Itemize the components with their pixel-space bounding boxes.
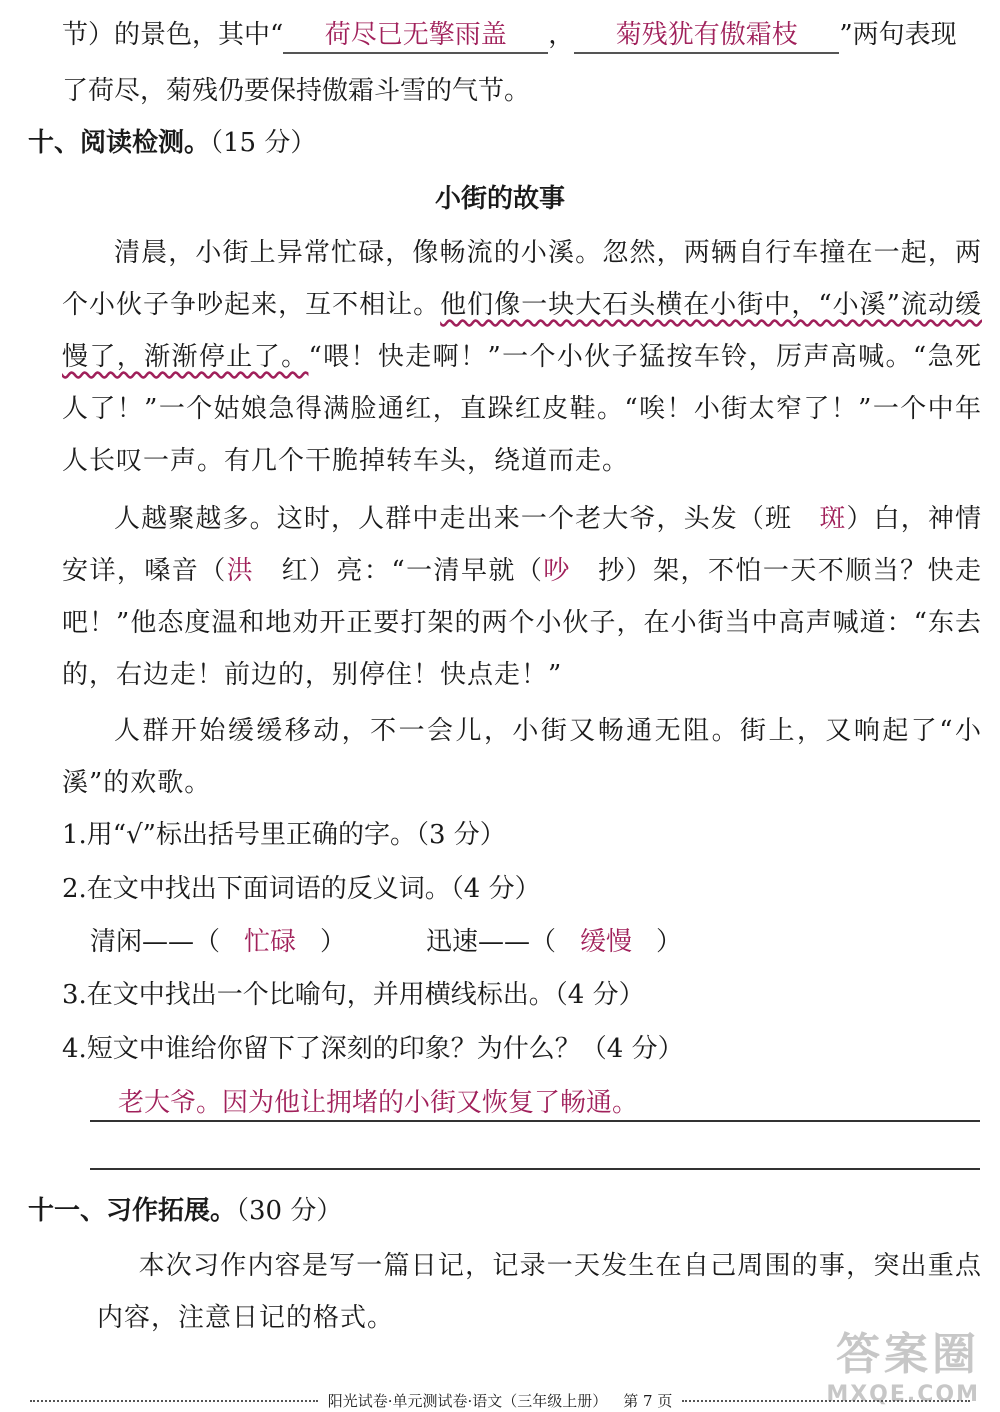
answer-line-2 [90,1168,980,1170]
ticked-char-ban: 斑 [819,504,847,534]
antonym-close-1: ） [320,927,347,957]
paragraph-1-part-a: 清晨，小街上异常忙碌，像畅流的小溪。忽然，两辆自行车撞在一起，两个小伙子争吵起来，互不相让。 [62,238,982,320]
prev-line1-end: ”两句表现 [839,20,957,50]
section10-score: （15 分） [210,128,317,158]
poem-answer-b: 菊残犹有傲霜枝 [574,18,839,54]
antonym-prompt-2: 迅速——（ [426,927,557,957]
passage-title: 小街的故事 [434,184,565,214]
question-1: 1.用“√”标出括号里正确的字。（3 分） [62,820,506,850]
footer-dots-right [682,1400,970,1402]
paragraph-2-part-b: ）白，神情安详，嗓音（ [62,504,982,586]
paragraph-2-part-c: 红）亮：“一清早就（ [254,556,544,586]
question-3: 3.在文中找出一个比喻句，并用横线标出。（4 分） [62,980,645,1010]
poem-comma: ， [548,20,575,50]
page-footer [0,1390,1000,1411]
antonym-answer-2: 缓慢 [580,927,633,957]
question-2-answers [90,925,1000,959]
prev-section-line1 [62,18,1000,54]
ticked-char-chao: 吵 [543,556,571,586]
section11-title: 十一、习作拓展。 [28,1196,237,1226]
question-4-answer: 老大爷。因为他让拥堵的小街又恢复了畅通。 [118,1088,639,1118]
antonym-close-2: ） [656,927,683,957]
question-2: 2.在文中找出下面词语的反义词。（4 分） [62,874,541,904]
footer-text: 阳光试卷·单元测试卷·语文（三年级上册） [327,1392,608,1410]
section11-heading [28,1194,1000,1228]
prev-section-line2: 了荷尽，菊残仍要保持傲霜斗雪的气节。 [62,76,531,106]
footer-page-number: 第 7 页 [623,1392,673,1410]
paragraph-1-part-b: “喂！快走啊！”一个小伙子猛按车铃，厉声高喊。“急死人了！”一个姑娘急得满脸通红，直跺红皮鞋。“唉！小街太窄了！”一个中年人长叹一声。有几个干脆掉转车头，绕道而走。 [62,342,982,476]
footer-dots-left [30,1400,318,1402]
antonym-prompt-1: 清闲——（ [90,927,221,957]
paragraph-2-part-d: 抄）架，不怕一天不顺当？快走吧！”他态度温和地劝开正要打架的两个小伙子，在小街当中高声喊道：“东去的，右边走！前边的，别停住！快点走！” [62,556,982,690]
passage-paragraph-2 [62,493,982,701]
answer-line-1 [90,1120,980,1122]
antonym-answer-1: 忙碌 [244,927,297,957]
question-4: 4.短文中谁给你留下了深刻的印象？为什么？（4 分） [62,1034,684,1064]
watermark-url: MXQE.COM [826,1382,980,1407]
watermark-logo-text: 答案圈 [836,1329,980,1380]
passage-paragraph-1 [62,227,982,487]
section10-title: 十、阅读检测。 [28,128,211,158]
prev-line1-start: 节）的景色，其中“ [62,20,284,50]
ticked-char-hong: 洪 [226,556,255,586]
simile-sentence: 他们像一块大石头横在小街中，“小溪”流动缓慢了，渐渐停止了。 [62,290,982,372]
section11-body: 本次习作内容是写一篇日记，记录一天发生在自己周围的事，突出重点内容，注意日记的格式。 [97,1251,982,1333]
section11-score: （30 分） [236,1196,343,1226]
section10-heading [28,126,1000,160]
passage-paragraph-3: 人群开始缓缓移动，不一会儿，小街又畅通无阻。街上，又响起了“小溪”的欢歌。 [62,716,982,798]
poem-answer-a: 荷尽已无擎雨盖 [283,18,548,54]
paragraph-2-part-a: 人越聚越多。这时，人群中走出来一个老大爷，头发（班 [114,504,820,534]
